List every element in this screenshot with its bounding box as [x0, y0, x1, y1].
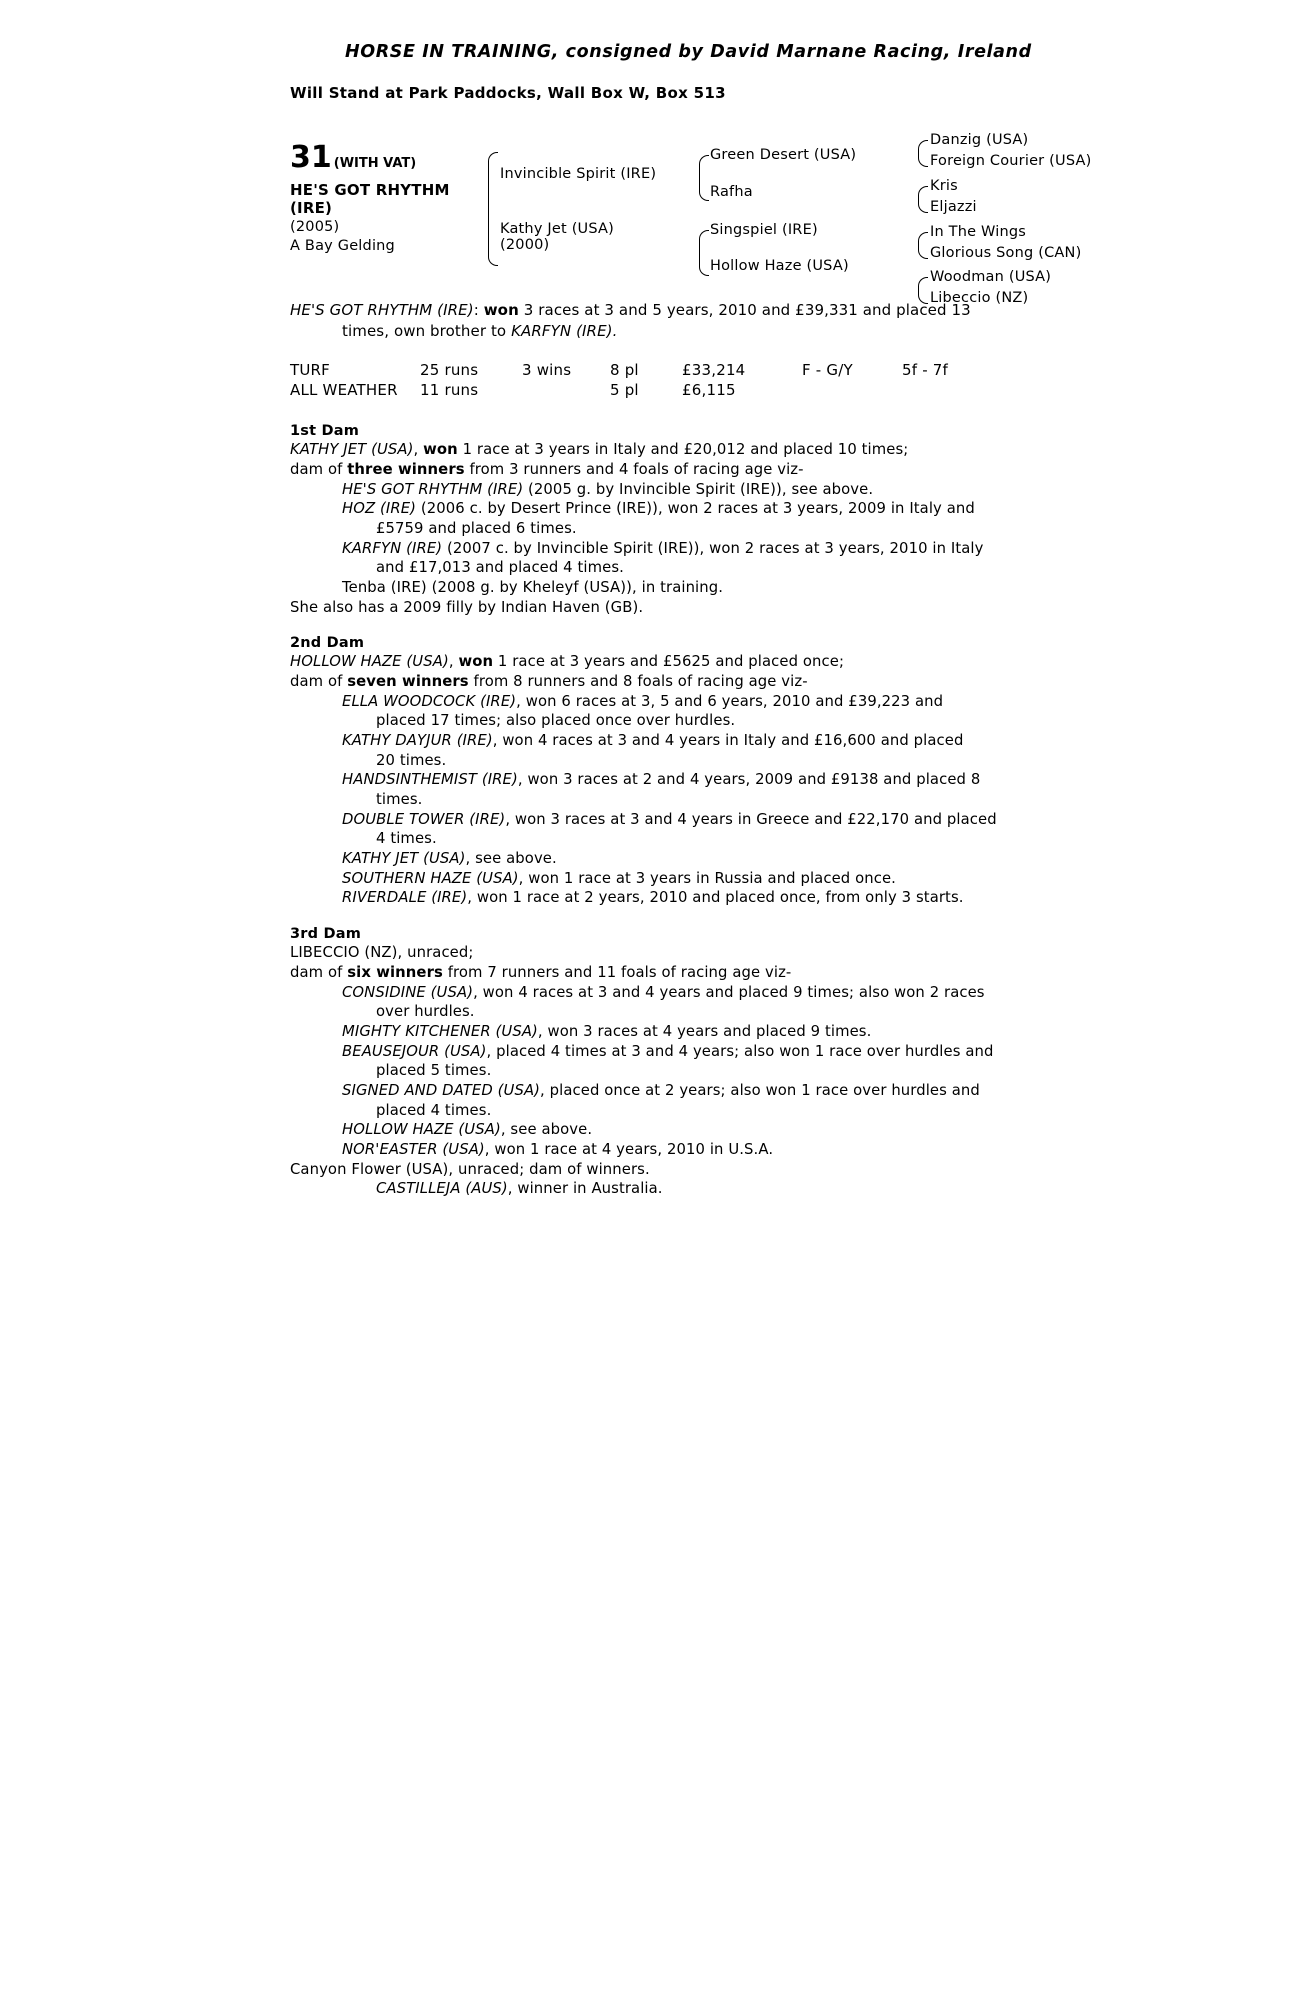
body-text: placed 4 times. — [376, 1101, 492, 1119]
body-text: 1 race at 3 years and £5625 and placed once; — [493, 653, 845, 671]
horse-name: HE'S GOT RHYTHM (IRE) — [342, 480, 524, 498]
lot-foaling-year: (2005) — [290, 219, 340, 235]
body-text: , placed once at 2 years; also won 1 race over hurdles and — [540, 1081, 980, 1099]
pedigree-text-line — [290, 790, 1193, 810]
horse-name: ELLA WOODCOCK (IRE) — [342, 692, 517, 710]
horse-name: HOLLOW HAZE (USA) — [290, 653, 449, 671]
pedigree-text-line — [290, 810, 1193, 830]
pedigree-text-line — [290, 1101, 1193, 1121]
stats-prize: £33,214 — [682, 361, 746, 380]
pedigree-text-line — [290, 672, 1193, 692]
stats-distance — [902, 381, 992, 401]
dam-block — [290, 635, 1193, 908]
pedigree-dam-sire: Singspiel (IRE) — [710, 222, 818, 238]
body-text: and £17,013 and placed 4 times. — [376, 559, 624, 577]
pedigree-gen3-3: Kris — [930, 178, 958, 194]
career-stats-body — [290, 361, 992, 401]
pedigree-text-line — [290, 578, 1193, 598]
pedigree-text-line — [290, 888, 1193, 908]
body-text: , see above. — [465, 850, 557, 868]
brace-sire — [699, 155, 709, 201]
body-text: , won 3 races at 4 years and placed 9 times. — [537, 1022, 872, 1040]
body-text: dam of — [290, 673, 348, 691]
summary-text: 3 races at 3 and 5 years, 2010 and £39,331 and placed 13 — [518, 301, 971, 319]
pedigree-text-line — [290, 1081, 1193, 1101]
pedigree-text-line — [290, 1179, 1193, 1199]
body-text: over hurdles. — [376, 1003, 475, 1021]
summary-sibling-name: KARFYN (IRE). — [511, 321, 618, 340]
horse-name: SOUTHERN HAZE (USA) — [342, 869, 519, 887]
pedigree-text-line — [290, 770, 1193, 790]
body-text: £5759 and placed 6 times. — [376, 520, 577, 538]
pedigree-sire: Invincible Spirit (IRE) — [500, 166, 657, 182]
pedigree-text-line — [290, 731, 1193, 751]
pedigree-dam: Kathy Jet (USA) — [500, 221, 615, 237]
pedigree-text-line — [290, 849, 1193, 869]
pedigree-text-line — [290, 1120, 1193, 1140]
body-text: (2007 c. by Invincible Spirit (IRE)), won 2 races at 3 years, 2010 in Italy — [442, 539, 984, 557]
body-text: 1 race at 3 years in Italy and £20,012 and placed 10 times; — [457, 441, 909, 459]
pedigree-text-line — [290, 460, 1193, 480]
horse-name: CONSIDINE (USA) — [342, 983, 474, 1001]
pedigree-text-line — [290, 598, 1193, 618]
pedigree-text-line — [290, 829, 1193, 849]
body-text: Canyon Flower (USA), unraced; dam of winners. — [290, 1160, 650, 1178]
stats-distance: 5f - 7f — [902, 361, 948, 380]
emphasis-text: won — [423, 441, 458, 459]
body-text: , won 6 races at 3, 5 and 6 years, 2010 and £39,223 and — [516, 692, 944, 710]
pedigree-dam-wrap — [500, 221, 614, 253]
horse-name: KATHY DAYJUR (IRE) — [342, 732, 493, 750]
pedigree-text-line — [290, 943, 1193, 963]
pedigree-gen3-2: Foreign Courier (USA) — [930, 153, 1092, 169]
table-row — [290, 381, 992, 401]
body-text: , won 3 races at 3 and 4 years in Greece and £22,170 and placed — [505, 810, 997, 828]
body-text: times. — [376, 791, 423, 809]
horse-name: NOR'EASTER (USA) — [342, 1140, 485, 1158]
pedigree-text-line — [290, 983, 1193, 1003]
pedigree-text-line — [290, 539, 1193, 559]
lot-description: A Bay Gelding — [290, 237, 395, 254]
emphasis-text: won — [458, 653, 494, 671]
pedigree-text-line — [290, 440, 1193, 460]
stats-wins: 3 wins — [522, 361, 572, 380]
dam-heading: 1st Dam — [290, 423, 360, 440]
body-text: dam of — [290, 963, 348, 981]
summary-line2 — [290, 321, 1193, 342]
pedigree-sire-dam: Rafha — [710, 184, 753, 200]
body-text: 20 times. — [376, 751, 447, 769]
pedigree-text-line — [290, 869, 1193, 889]
body-text: , winner in Australia. — [507, 1180, 663, 1198]
career-stats-table — [290, 361, 992, 401]
body-text: from 3 runners and 4 foals of racing age viz- — [464, 461, 804, 479]
pedigree-text-line — [290, 480, 1193, 500]
pedigree-gen3-4: Eljazzi — [930, 199, 977, 215]
horse-name: MIGHTY KITCHENER (USA) — [342, 1022, 538, 1040]
body-text: , — [413, 441, 424, 459]
brace-grand-4 — [918, 277, 928, 304]
horse-name: KATHY JET (USA) — [342, 850, 466, 868]
pedigree-text-line — [290, 692, 1193, 712]
pedigree-text-line — [290, 558, 1193, 578]
emphasis-text: six winners — [347, 963, 443, 981]
pedigree-text-line — [290, 1160, 1193, 1180]
pedigree-text-line — [290, 1042, 1193, 1062]
body-text: , see above. — [500, 1121, 593, 1139]
lot-horse-name: HE'S GOT RHYTHM (IRE) — [290, 180, 450, 218]
brace-grand-2 — [918, 186, 928, 213]
horse-name: HOZ (IRE) — [342, 500, 417, 518]
pedigree-text-line — [290, 652, 1193, 672]
horse-name: HOLLOW HAZE (USA) — [342, 1121, 501, 1139]
body-text: , won 4 races at 3 and 4 years and placed 9 times; also won 2 races — [473, 983, 985, 1001]
body-text: , won 3 races at 2 and 4 years, 2009 and £9138 and placed 8 — [517, 771, 981, 789]
stats-prize: £6,115 — [682, 381, 736, 400]
consignment-title: HORSE IN TRAINING, consigned by David Marnane Racing, Ireland — [345, 42, 1032, 62]
dam-heading: 3rd Dam — [290, 926, 361, 943]
summary-colon: : — [473, 301, 484, 319]
pedigree-text-line — [290, 519, 1193, 539]
emphasis-text: seven winners — [347, 673, 469, 691]
stats-surface: TURF — [290, 361, 330, 380]
body-text: from 7 runners and 11 foals of racing age viz- — [442, 963, 792, 981]
body-text: , — [448, 653, 459, 671]
table-row — [290, 361, 992, 381]
pedigree-text-line — [290, 1061, 1193, 1081]
summary-horse-name: HE'S GOT RHYTHM (IRE) — [290, 301, 474, 319]
race-record-summary — [290, 300, 1193, 341]
body-text: placed 17 times; also placed once over hurdles. — [376, 712, 736, 730]
lot-vat-note: (WITH VAT) — [333, 156, 417, 171]
horse-name: SIGNED AND DATED (USA) — [342, 1081, 541, 1099]
dam-sections — [290, 423, 1193, 1199]
pedigree-gen3-5: In The Wings — [930, 224, 1027, 240]
lot-number: 31 — [290, 140, 332, 175]
pedigree-sire-sire: Green Desert (USA) — [710, 147, 857, 163]
horse-name: BEAUSEJOUR (USA) — [342, 1042, 487, 1060]
pedigree-dam-dam: Hollow Haze (USA) — [710, 258, 849, 274]
pedigree-text-line — [290, 499, 1193, 519]
horse-name: RIVERDALE (IRE) — [342, 889, 468, 907]
standing-location: Will Stand at Park Paddocks, Wall Box W, Box 513 — [290, 84, 726, 102]
stats-wins — [522, 381, 610, 401]
pedigree-text-line — [290, 1002, 1193, 1022]
stats-placed: 8 pl — [610, 361, 639, 380]
dam-block — [290, 926, 1193, 1199]
body-text: from 8 runners and 8 foals of racing age viz- — [468, 673, 808, 691]
pedigree-text-line — [290, 1022, 1193, 1042]
body-text: LIBECCIO (NZ), unraced; — [290, 944, 474, 962]
pedigree-gen3-8: Libeccio (NZ) — [930, 290, 1029, 306]
body-text: Tenba (IRE) (2008 g. by Kheleyf (USA)), in training. — [342, 579, 724, 597]
horse-name: CASTILLEJA (AUS) — [376, 1180, 508, 1198]
body-text: , placed 4 times at 3 and 4 years; also won 1 race over hurdles and — [486, 1042, 994, 1060]
pedigree-text-line — [290, 963, 1193, 983]
body-text: She also has a 2009 filly by Indian Haven (GB). — [290, 598, 644, 616]
horse-name: KATHY JET (USA) — [290, 441, 414, 459]
pedigree-text-line — [290, 711, 1193, 731]
horse-name: KARFYN (IRE) — [342, 539, 443, 557]
body-text: (2006 c. by Desert Prince (IRE)), won 2 races at 3 years, 2009 in Italy and — [416, 500, 975, 518]
body-text: , won 4 races at 3 and 4 years in Italy and £16,600 and placed — [492, 732, 964, 750]
body-text: placed 5 times. — [376, 1062, 492, 1080]
brace-dam — [699, 230, 709, 276]
stats-going — [802, 381, 902, 401]
pedigree-gen3-7: Woodman (USA) — [930, 269, 1052, 285]
horse-name: HANDSINTHEMIST (IRE) — [342, 771, 518, 789]
dam-heading: 2nd Dam — [290, 635, 365, 652]
horse-name: DOUBLE TOWER (IRE) — [342, 810, 506, 828]
body-text: 4 times. — [376, 830, 437, 848]
brace-grand-1 — [918, 140, 928, 167]
body-text: dam of — [290, 461, 348, 479]
dam-block — [290, 423, 1193, 617]
stats-going: F - G/Y — [802, 361, 853, 380]
emphasis-text: three winners — [347, 461, 465, 479]
body-text: (2005 g. by Invincible Spirit (IRE)), see above. — [523, 480, 874, 498]
lot-info — [290, 138, 485, 256]
brace-grand-3 — [918, 232, 928, 259]
stats-surface: ALL WEATHER — [290, 381, 398, 400]
summary-line2-pre: times, own brother to — [342, 321, 512, 340]
body-text: , won 1 race at 4 years, 2010 in U.S.A. — [484, 1140, 774, 1158]
pedigree-gen3-6: Glorious Song (CAN) — [930, 245, 1082, 261]
summary-won-label: won — [483, 301, 519, 319]
pedigree-text-line — [290, 1140, 1193, 1160]
pedigree-gen3-1: Danzig (USA) — [930, 132, 1029, 148]
lot-number-row — [290, 138, 485, 179]
stats-placed: 5 pl — [610, 381, 639, 400]
stats-runs: 11 runs — [420, 381, 479, 400]
body-text: , won 1 race at 2 years, 2010 and placed once, from only 3 starts. — [467, 889, 964, 907]
pedigree-text-line — [290, 751, 1193, 771]
pedigree-diagram — [290, 128, 1193, 306]
stats-runs: 25 runs — [420, 361, 479, 380]
body-text: , won 1 race at 3 years in Russia and placed once. — [518, 869, 896, 887]
brace-main — [488, 152, 498, 266]
pedigree-dam-year: (2000) — [500, 237, 550, 253]
